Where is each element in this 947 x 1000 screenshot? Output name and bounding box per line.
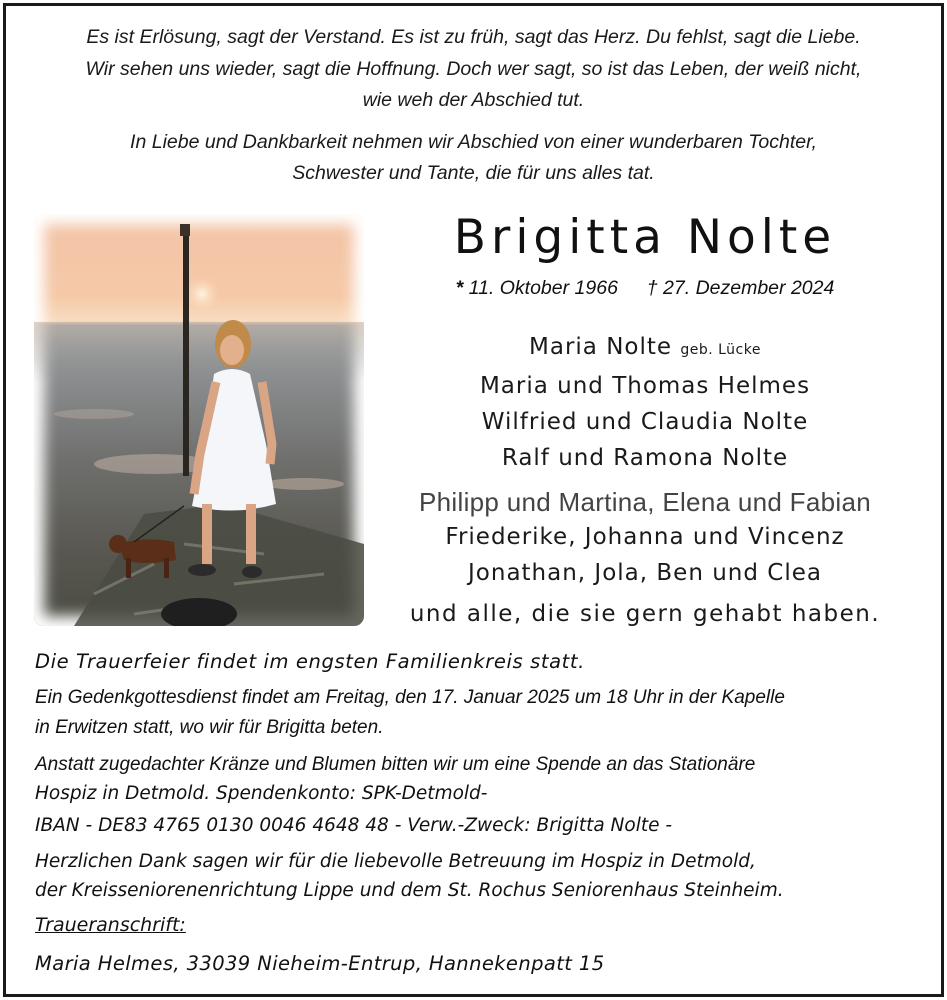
mother-name: Maria Nolte — [529, 334, 673, 360]
intro-line-1: In Liebe und Dankbarkeit nehmen wir Abschied von einer wunderbaren Tochter, — [130, 131, 817, 153]
death-date: 27. Dezember 2024 — [663, 277, 835, 299]
poem-line-1: Es ist Erlösung, sagt der Verstand. Es ist zu früh, sagt das Herz. Du fehlst, sagt die Liebe. — [86, 26, 861, 48]
deceased-name: Brigitta Nolte — [453, 210, 837, 265]
donation-iban-line: IBAN - DE83 4765 0130 0046 4648 48 - Verw.-Zweck: Brigitta Nolte - — [35, 815, 673, 836]
donation-line-2: Hospiz in Detmold. Spendenkonto: SPK-Detmold- — [35, 783, 488, 804]
thanks-line-1: Herzlichen Dank sagen wir für die liebevolle Betreuung im Hospiz in Detmold, — [35, 851, 756, 872]
mother-maiden-name: geb. Lücke — [680, 342, 761, 358]
poem-line-3: wie weh der Abschied tut. — [362, 89, 585, 111]
address-heading: Traueranschrift: — [35, 914, 186, 936]
birth-date: 11. Oktober 1966 — [468, 277, 618, 299]
mourner-line: Ralf und Ramona Nolte — [501, 445, 789, 471]
poem-line-2: Wir sehen uns wieder, sagt die Hoffnung. Doch wer sagt, so ist das Leben, der weiß nicht, — [85, 58, 862, 80]
funeral-notice: Die Trauerfeier findet im engsten Familienkreis statt. — [35, 650, 585, 673]
mourner-line: Friederike, Johanna und Vincenz — [445, 524, 845, 550]
donation-line-1: Anstatt zugedachter Kränze und Blumen bitten wir um eine Spende an das Stationäre — [35, 754, 756, 775]
mourner-line: Wilfried und Claudia Nolte — [481, 409, 809, 435]
mourning-address: Maria Helmes, 33039 Nieheim-Entrup, Hannekenpatt 15 — [35, 952, 605, 975]
death-symbol: † — [646, 277, 658, 299]
portrait-photo — [34, 214, 364, 626]
mourner-line: Philipp und Martina, Elena und Fabian — [419, 487, 871, 517]
mourner-mother — [380, 334, 910, 360]
birth-symbol: * — [455, 277, 464, 299]
thanks-line-2: der Kreisseniorenenrichtung Lippe und dem St. Rochus Seniorenhaus Steinheim. — [35, 880, 784, 901]
life-dates — [395, 277, 895, 300]
memorial-service-line-2: in Erwitzen statt, wo wir für Brigitta beten. — [35, 717, 384, 738]
memorial-service-line-1: Ein Gedenkgottesdienst findet am Freitag, den 17. Januar 2025 um 18 Uhr in der Kapelle — [35, 687, 785, 708]
intro-line-2: Schwester und Tante, die für uns alles tat. — [292, 162, 655, 184]
mourner-closing-line: und alle, die sie gern gehabt haben. — [409, 601, 881, 627]
mourner-line: Maria und Thomas Helmes — [479, 373, 811, 399]
mourner-line: Jonathan, Jola, Ben und Clea — [468, 560, 822, 586]
